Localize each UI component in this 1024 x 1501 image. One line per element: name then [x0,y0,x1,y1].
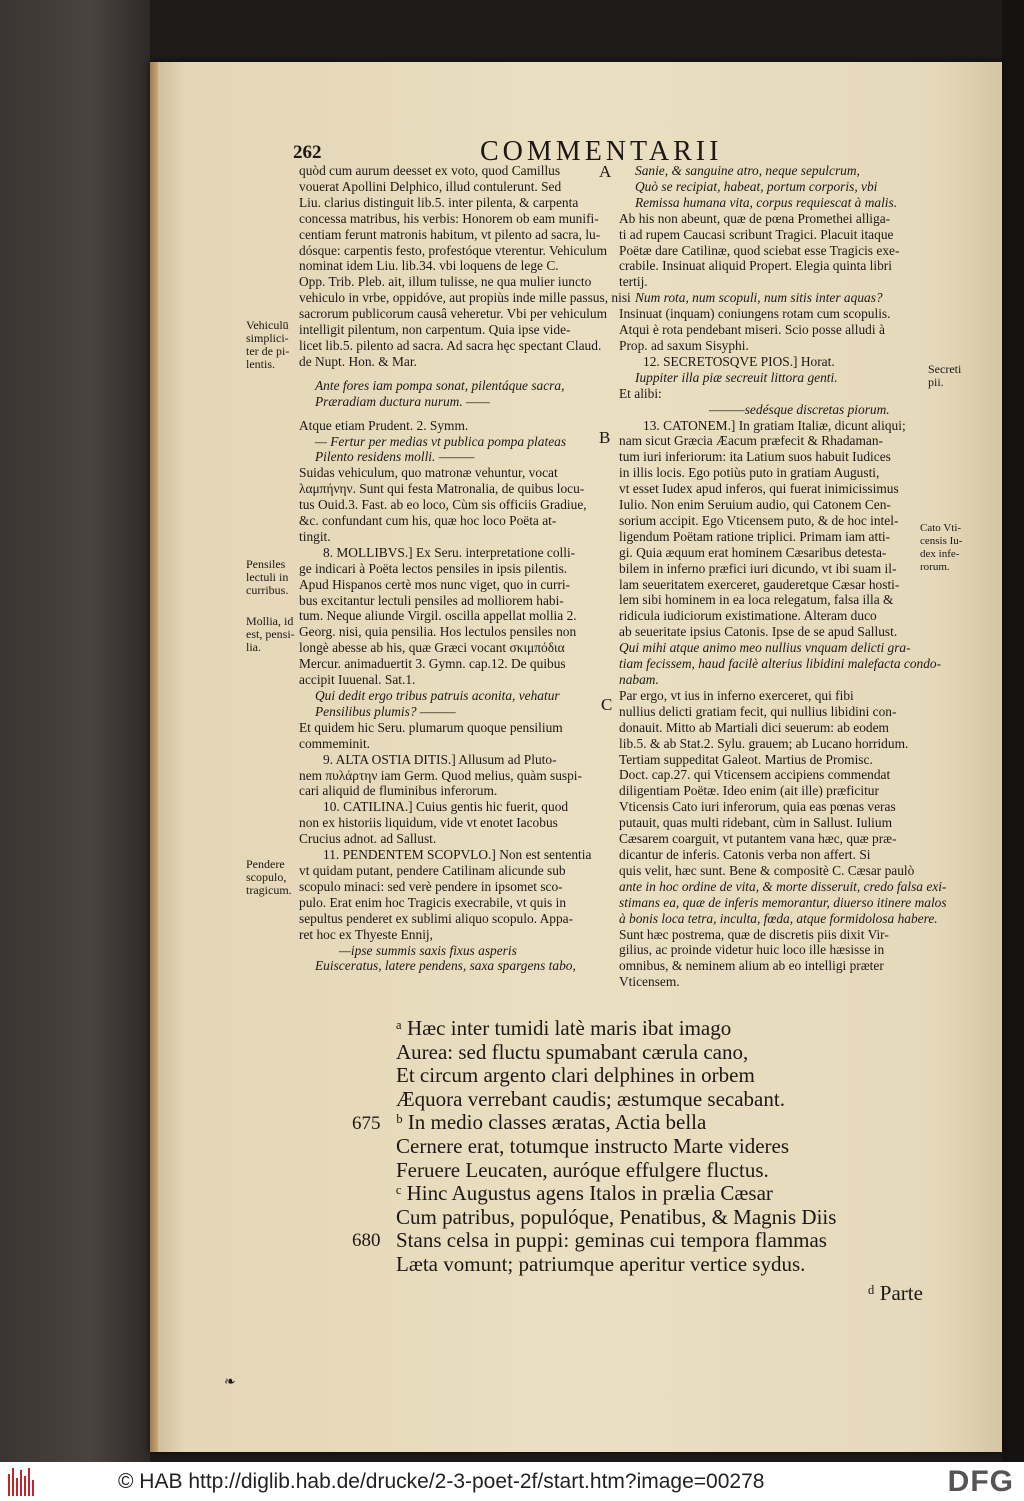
quote-line: Euisceratus, latere pendens, saxa spargens tabo, [315,958,576,974]
text-line: bilem in inferno præfici iuri dicundo, vt ibi suam il- [619,560,897,576]
text-line: quis velit, hæc sunt. Bene & compositè C. Cæsar paulò [619,862,915,878]
text-line: sorium accipit. Ego Vticensem puto, & de hoc intel- [619,512,899,528]
quote-line: Sanie, & sanguine atro, neque sepulcrum, [635,163,860,178]
quote-line: Iuppiter illa piæ secreuit littora genti. [635,369,838,385]
text-line: Sunt hæc postrema, quæ de discretis piis dixit Vir- [619,926,889,942]
text-line: ret hoc ex Thyeste Ennij, [299,926,433,942]
text-line: centiam ferunt matronis habitum, vt pilento ad sacra, lu- [299,226,601,242]
dfg-logo: DFG [947,1465,1014,1498]
text-line: ti ad rupem Caucasi scribunt Tragici. Placuit itaque [619,226,894,242]
quote-line: Pensilibus plumis? ——— [315,703,456,719]
text-line: Vticensis Cato iuri inferorum, quia eas pœnas veras [619,799,896,815]
text-line: nullius delicti gratiam fecit, qui nullius libidini con- [619,703,897,719]
quote-line: nabam. [619,672,659,687]
verse-number: 680 [352,1230,381,1251]
text-line: vt quidam putant, pendere Catilinam alicunde sub [299,862,566,878]
text-line: in illis locis. Ego potiùs puto in gratiam Augusti, [619,465,880,481]
quote-line: Quò se recipiat, habeat, portum corporis, vbi [635,178,878,194]
text-line: Poëtæ dare Catilinæ, quod sciebat esse Tragicis exe- [619,242,900,258]
text-line: omnibus, & neminem alium ab eo intelligi præter [619,958,884,974]
text-line: Tertiam suppeditat Galeot. Martius de Promisc. [619,751,873,767]
text-line: vt esset Iudex apud inferos, qui fuerat inimicissimus [619,481,899,497]
left-binding-strip [0,0,150,1462]
text-line: longè abesse ab his, quæ Græci vocant σκιμπόδια [299,640,565,656]
text-line: non ex historiis liquidum, vide vt enotet Iacobus [299,815,558,831]
text-line: cari aliquid de fluminibus inferorum. [299,783,498,799]
text-line: dósque: carpentis festo, profestóque vterentur. Vehiculum [299,242,608,258]
text-line: Liu. clarius distinguit lib.5. inter pilenta, & carpenta [299,194,579,210]
text-line: Insinuat (inquam) coniungens rotam cum scopulis. [619,306,891,322]
verse-line: Cernere erat, totumque instructo Marte videres [396,1133,790,1158]
quote-line: Num rota, num scopuli, num sitis inter aquas? [635,290,883,306]
text-line: vouerat Apollini Delphico, illud contulerunt. Sed [299,178,562,194]
text-line: Et alibi: [619,385,662,401]
verse-line: Et circum argento clari delphines in orbem [396,1063,755,1088]
catchword: ᵈ Parte [868,1281,923,1305]
text-line: ante in hoc ordine de vita, & morte disseruit, credo falsa exi- [619,878,947,894]
text-line: ab seueritate ipsius Catonis. Ipse de se apud Sallust. [619,624,898,640]
text-line: ge indicari à Poëta lectos pensiles in ipsis pilentis. [299,560,568,576]
text-line: lib.5. & ab Stat.2. Sylu. grauem; ab Lucano horridum. [619,735,909,751]
page-fore-edge [150,62,158,1452]
verse-line: ᶜ Hinc Augustus agens Italos in prælia Cæsar [396,1181,773,1206]
text-line: sacrorum publicorum causâ veheretur. Vbi per vehiculum [299,306,608,322]
right-background-strip [1002,0,1024,1462]
text-line: donauit. Mitto ab Martiali dici seuerum: ab eodem [619,719,889,735]
text-line: quòd cum aurum deesset ex voto, quod Camillus [299,163,561,178]
margin-note-vehiculum: Vehiculū simplici- ter de pi- lentis. [246,318,290,371]
quote-line: Qui dedit ergo tribus patruis aconita, vehatur [315,688,560,703]
text-line: Iulio. Non enim Seruium audio, qui Catonem Cen- [619,497,891,513]
quote-line: Ante fores iam pompa sonat, pilentáque sacra, [315,377,565,393]
quote-line: —ipse summis saxis fixus asperis [339,942,517,958]
text-line: tum iuri inferiorum: ita Latium suos habuit Iudices [619,449,891,465]
text-line: 9. ALTA OSTIA DITIS.] Allusum ad Pluto- [323,751,557,767]
copyright-link[interactable]: © HAB http://diglib.hab.de/drucke/2-3-poet-2f/start.htm?image=00278 [118,1470,765,1493]
quote-line: Præradiam ductura nurum. —— [315,393,490,409]
library-logo-icon [6,1468,36,1496]
text-line: scopulo minaci: sed verè pendere in ipsomet sco- [299,878,563,894]
quote-line: — Fertur per medias vt publica pompa plateas [315,433,567,449]
text-line: crabile. Insinuat aliquid Propert. Elegia quinta libri [619,258,892,274]
text-line: Georg. nisi, quia pensilia. Hos lectulos pensiles non [299,624,577,640]
text-line: Opp. Trib. Pleb. ait, illum tulisse, ne qua mulier iuncto [299,274,592,290]
text-line: concessa matribus, his verbis: Honorem ob eam munifi- [299,210,599,226]
text-line: Vticensem. [619,974,680,990]
text-line: Et quidem hic Seru. plumarum quoque pensilium [299,719,563,735]
text-line: Cæsarem coarguit, vt putantem vana hæc, quæ præ- [619,831,897,847]
text-line: de Nupt. Hon. & Mar. [299,353,417,369]
text-line: Prop. ad saxum Sisyphi. [619,337,749,353]
verse-line: Cum patribus, populóque, Penatibus, & Magnis Diis [396,1204,837,1229]
text-line: gi. Quia æquum erat hominem Cæsaribus detesta- [619,544,887,560]
quote-line: tiam fecissem, haud facilè alterius libidini malefacta condo- [619,656,942,672]
margin-letter-c: C [601,695,613,714]
text-line: commeminit. [299,735,371,751]
margin-letter-b: B [599,428,611,447]
text-line: putauit, quas multi ridebant, cùm in Sallust. Iulium [619,815,892,831]
text-line: Suidas vehiculum, quo matronæ vehuntur, vocat [299,465,558,481]
text-line: Doct. cap.27. qui Vticensem accipiens commendat [619,767,891,783]
text-line: lem sibi hominem in ea loca relegatum, falsa illa & [619,592,894,608]
quote-line: Qui mihi atque animo meo nullius vnquam delicti gra- [619,640,911,656]
verse-number: 675 [352,1113,381,1134]
text-line: nem πυλάρτην iam Germ. Quod melius, quàm suspi- [299,767,582,783]
verse-line: Stans celsa in puppi: geminas cui tempora flammas [396,1228,827,1253]
text-line: nominat idem Liu. lib.34. vbi loquens de lege C. [299,258,559,274]
margin-note-pensiles: Pensiles lectuli in curribus. [246,557,289,597]
text-line: accipit Iuuenal. Sat.1. [299,672,416,688]
text-line: 11. PENDENTEM SCOPVLO.] Non est sententia [323,847,592,863]
text-line: diligentiam Poëtæ. Ideo enim (ait ille) præficitur [619,783,879,799]
verse-line: ᵇ In medio classes æratas, Actia bella [396,1110,707,1135]
text-line: &c. confundant cum his, quæ hoc loco Poëta at- [299,513,557,529]
verse-line: Feruere Leucaten, auróque effulgere fluctus. [396,1157,769,1182]
text-line: tum. Neque aliunde Virgil. oscilla appellat mollia 2. [299,608,577,624]
running-head: COMMENTARII [480,136,723,167]
text-line: gilius, ac proinde videtur huic loco ille hæsisse in [619,942,885,958]
text-line: Atqui è rota pendebant miseri. Scio posse alludi à [619,322,885,338]
text-line: pulo. Erat enim hoc Tragicis execrabile, vt quis in [299,894,567,910]
text-line: ligendum Poëtam ratione triplici. Primam iam atti- [619,528,891,544]
margin-note-mollia: Mollia, id est, pensi- lia. [246,614,295,654]
verse-block [396,1017,836,1277]
text-line: tus Ouid.3. Fast. ab eo loco, Cùm sis officiis Gradiue, [299,497,587,513]
text-line: stimans ea, quæ de inferis memorantur, diuerso itinere malos [619,894,947,910]
text-line: bus excitantur lectuli pensiles ad molliorem habi- [299,592,564,608]
text-line: Mercur. animaduertit 3. Gymn. cap.12. De quibus [299,656,566,672]
text-line: licet lib.5. pilento ad sacra. Ad sacra hęc spectant Claud. [299,337,602,353]
text-line: lam seueritatem exerceret, gauderetque Cæsar hosti- [619,576,900,592]
verse-line: Læta vomunt; patriumque aperitur vertice sydus. [396,1251,806,1276]
text-line: 8. MOLLIBVS.] Ex Seru. interpretatione colli- [323,544,576,560]
quote-line: Pilento residens molli. ——— [315,449,475,465]
text-line: à bonis loca tetra, inculta, fœda, atque formidolosa habere. [619,910,938,926]
viewer-footer [0,1462,1024,1501]
quote-line: ———sedésque discretas piorum. [709,401,890,417]
text-line: sepultus penderet ex sublimi aliquo scopulo. Appa- [299,910,574,926]
text-line: Ab his non abeunt, quæ de pœna Promethei alliga- [619,210,891,226]
text-line: nam sicut Græcia Æacum præfecit & Rhadaman- [619,433,884,449]
page-number: 262 [293,142,322,163]
text-line: λαμπήνην. Sunt qui festa Matronalia, de quibus locu- [299,481,585,497]
verse-line: Æquora verrebant caudis; æstumque secabant. [396,1086,785,1111]
text-line: vehiculo in vrbe, oppidóve, aut propiùs inde mille passus, nisi [299,290,631,306]
commentary-column-left [299,163,631,974]
verse-line: Aurea: sed fluctu spumabant cærula cano, [396,1039,749,1064]
margin-note-pendere: Pendere scopulo, tragicum. [246,857,292,897]
margin-note-cato: Cato Vti- censis Iu- dex infe- rorum. [920,522,963,573]
text-line: Crucius adnot. ad Sallust. [299,831,437,847]
text-line: tingit. [299,528,331,544]
margin-letter-a: A [599,162,612,181]
text-line: 13. CATONEM.] In gratiam Italiæ, dicunt aliqui; [643,417,906,433]
quote-line: Remissa humana vita, corpus requiescat à malis. [635,194,898,210]
text-line: 10. CATILINA.] Cuius gentis hic fuerit, quod [323,799,569,815]
text-line: Apud Hispanos certè mos nunc viget, quo in curri- [299,576,571,592]
text-line: Atque etiam Prudent. 2. Symm. [299,417,469,433]
text-line: ridicula iudiciorum existimatione. Alteram duco [619,608,877,624]
verse-line: ᵃ Hæc inter tumidi latè maris ibat imago [396,1016,732,1040]
margin-note-secreti: Secreti pii. [928,362,962,389]
text-line: tertij. [619,274,648,290]
printer-ornament: ❧ [224,1375,236,1390]
text-line: intelligit pilentum, non carpentum. Quia ipse vide- [299,322,571,338]
text-line: 12. SECRETOSQVE PIOS.] Horat. [643,353,835,369]
text-line: Par ergo, vt ius in inferno exerceret, qui fibi [619,687,854,703]
text-line: dicantur de inferis. Catonis verba non affert. Si [619,846,871,862]
